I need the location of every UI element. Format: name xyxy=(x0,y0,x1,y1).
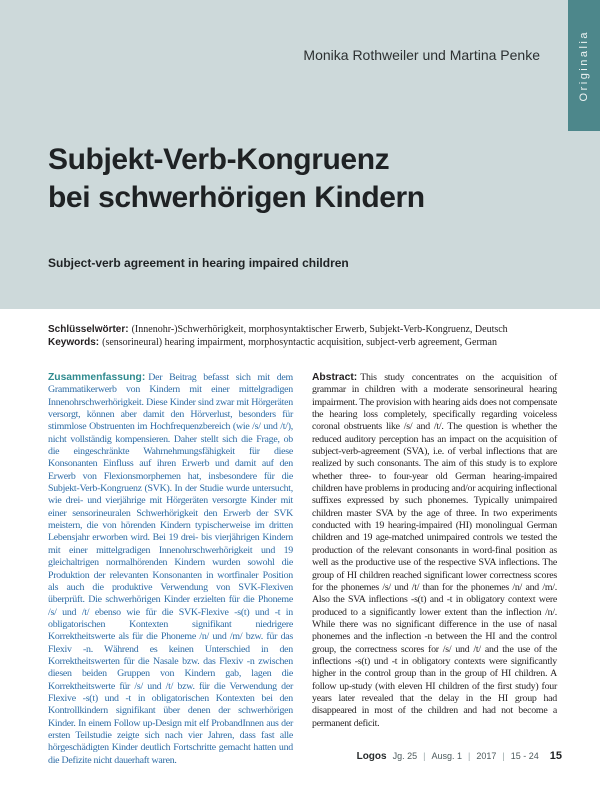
keywords-text-de: (Innenohr-)Schwerhörigkeit, morphosyntaktischer Erwerb, Subjekt-Verb-Kongruenz, Deutsch xyxy=(131,324,508,335)
originalia-tab-label: Originalia xyxy=(578,29,590,102)
keywords-label-en: Keywords: xyxy=(48,336,100,348)
page-title-line2: bei schwerhörigen Kindern xyxy=(48,181,425,214)
abstract-english-label: Abstract: xyxy=(312,372,358,383)
english-subtitle: Subject-verb agreement in hearing impaired children xyxy=(48,256,349,270)
footer-volume: Jg. 25 xyxy=(392,751,418,761)
keywords-text-en: (sensorineural) hearing impairment, morphosyntactic acquisition, subject-verb agreement, German xyxy=(102,336,497,348)
footer-journal-name: Logos xyxy=(356,751,387,762)
keywords-label-de: Schlüsselwörter: xyxy=(48,324,129,335)
abstract-english-paragraph xyxy=(312,372,557,730)
footer-separator: | xyxy=(468,751,471,761)
originalia-section-tab xyxy=(568,0,600,131)
footer-year: 2017 xyxy=(476,751,497,761)
abstract-english-column xyxy=(312,372,557,767)
keywords-block xyxy=(48,324,560,349)
footer-page-range: 15 - 24 xyxy=(510,751,539,761)
keywords-line-en xyxy=(48,337,560,350)
page-title xyxy=(48,141,425,217)
footer-issue: Ausg. 1 xyxy=(431,751,462,761)
abstract-english-text: This study concentrates on the acquisition of grammar in children with a moderate sensorineural hearing impairment. The provision with hearing aids does not compensate the hearing loss completely, specifically regarding voiceless coronal obstruents like /s/ and /t/. The question is whether the reduced auditory perception has an impact on the acquisition of subject-verb-agreement (SVA), i.e. of verbal inflections that are realized by such consonants. The aim of this study is to explore whether three- to four-year old German hearing-impaired children have problems in producing and/or acquiring inflectional suffixes expressed by such phonemes. Typically unimpaired children master SVA by the age of three. In two experiments conducted with 19 hearing-impaired (HI) monolingual German children and 19 age-matched unimpaired controls we tested the production of the relevant consonants in word-final position as well as the productive use of the respective SVA inflections. The group of HI children reached significant lower correctness scores for the phonemes /s/ und /t/ than for the phonemes /n/ and /m/. Also the SVA inflections -s(t) and -t in obligatory context were produced to a significantly lower extent than the inflection /n/. While there was no significant difference in the use of nasal phonemes and the inflection -n between the HI and the control group, the correctness scores for /s/ und /t/ and the use of the inflections -s(t) und -t in obligatory contexts were significantly higher in the control group than in the group of HI children. A follow up-study (with eleven HI children of the first study) four years later revealed that the delay in the HI group had disappeared in most of the children and had not become a permanent deficit. xyxy=(312,372,557,729)
footer-separator: | xyxy=(423,751,426,761)
abstract-german-paragraph xyxy=(48,372,293,767)
keywords-line-de xyxy=(48,324,560,337)
footer-separator: | xyxy=(502,751,505,761)
page-title-line1: Subjekt-Verb-Kongruenz xyxy=(48,143,390,176)
abstract-columns xyxy=(48,372,557,767)
abstract-german-column xyxy=(48,372,293,767)
footer-journal-line xyxy=(357,750,562,762)
footer-page-number: 15 xyxy=(549,750,562,762)
abstract-german-label: Zusammenfassung: xyxy=(48,372,146,383)
authors-line: Monika Rothweiler und Martina Penke xyxy=(303,47,540,63)
abstract-german-text: Der Beitrag befasst sich mit dem Grammatikerwerb von Kindern mit einer mittelgradigen Innenohrschwerhörigkeit. Diese Kinder sind zwar mit Hörgeräten versorgt, können aber damit den Hörverlust, besonders für stimmlose Obstruenten im Hochfrequenzbereich (wie /s/ und /t/), nicht vollständig kompensieren. Daher stellt sich die Frage, ob die eingeschränkte Wahrnehmungsfähigkeit für diese Konsonanten Einfluss auf ihren Erwerb und damit auf den Erwerb von Flexionsmorphemen hat, insbesondere für die Subjekt-Verb-Kongruenz (SVK). In der Studie wurde untersucht, wie drei- und vierjährige mit Hörgeräten versorgte Kinder mit einer sensorineuralen Schwerhörigkeit den Erwerb der SVK meistern, die von hörenden Kindern typischerweise im dritten Lebensjahr erworben wird. Bei 19 drei- bis vierjährigen Kindern mit einer mittelgradigen Innenohrschwerhörigkeit und 19 gleichaltrigen normalhörenden Kindern wurden sowohl die Produktion der relevanten Konsonanten in wortfinaler Position als auch die produktive Verwendung von SVK-Flexiven überprüft. Die schwerhörigen Kinder erzielten für die Phoneme /s/ und /t/ ebenso wie für die SVK-Flexive -s(t) und -t in obligatorischen Kontexten signifikant niedrigere Korrektheitswerte als für die Phoneme /n/ und /m/ bzw. für das Flexiv -n. Während es keinen Unterschied in den Korrektheitswerten für die Nasale bzw. das Flexiv -n zwischen diesen beiden Gruppen von Kindern gab, lagen die Korrektheitswerte für /s/ und /t/ bzw. für die Verwendung der Flexive -s(t) und -t in obligatorischen Kontexten bei den Kontrollkindern signifikant über denen der schwerhörigen Kinder. In einem Follow up-Design mit elf ProbandInnen aus der ersten Teilstudie zeigte sich nach vier Jahren, dass fast alle hörgeschädigten Kinder deutlich Fortschritte gemacht hatten und die Defizite nicht dauerhaft waren. xyxy=(48,372,293,766)
